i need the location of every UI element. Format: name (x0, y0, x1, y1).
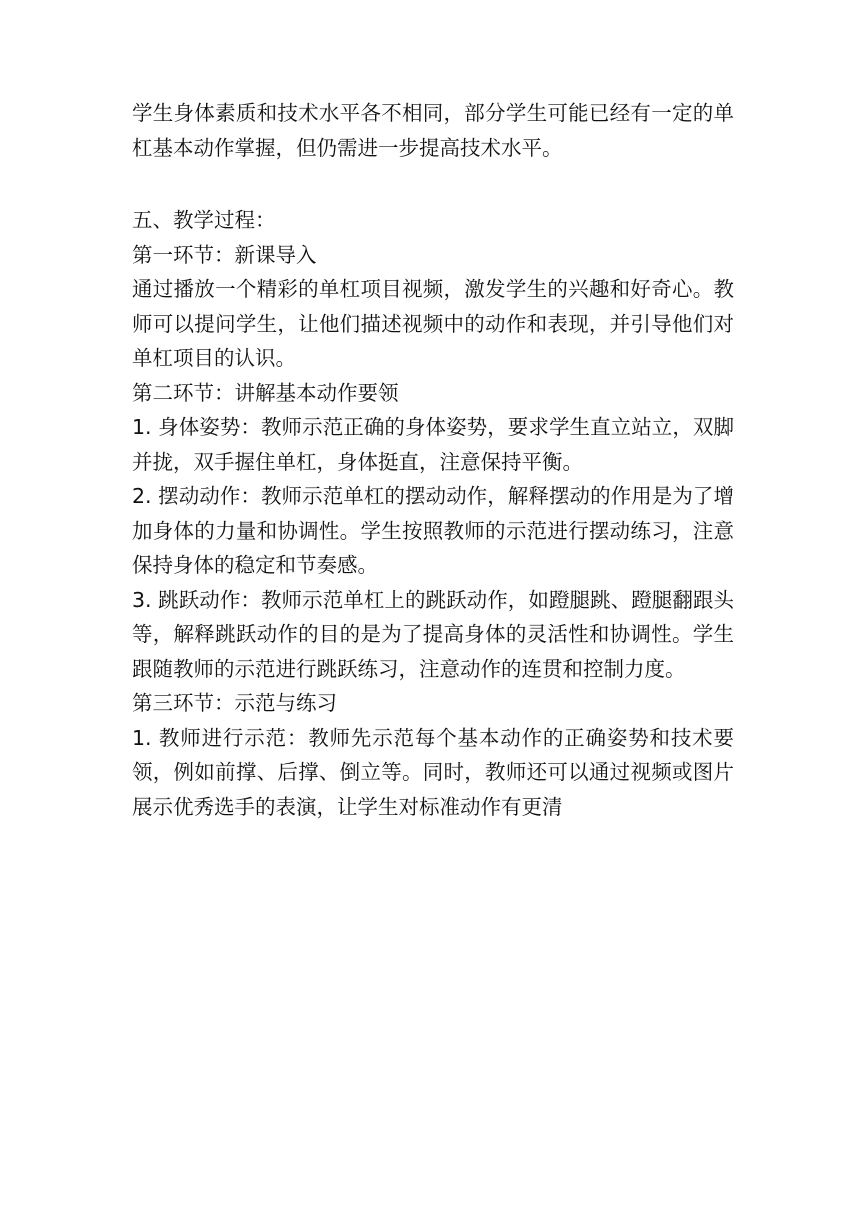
list-item-body-posture: 1. 身体姿势：教师示范正确的身体姿势，要求学生直立站立，双脚并拢，双手握住单杠，身体挺直，注意保持平衡。 (132, 415, 734, 474)
paragraph-gap (132, 165, 734, 203)
subheading-stage-2: 第二环节：讲解基本动作要领 (132, 380, 399, 405)
paragraph-student-ability: 学生身体素质和技术水平各不相同，部分学生可能已经有一定的单杠基本动作掌握，但仍需进一步提高技术水平。 (132, 101, 734, 160)
document-page (132, 96, 734, 824)
list-item-jump: 3. 跳跃动作：教师示范单杠上的跳跃动作，如蹬腿跳、蹬腿翻跟头等，解释跳跃动作的目的是为了提高身体的灵活性和协调性。学生跟随教师的示范进行跳跃练习，注意动作的连贯和控制力度。 (132, 587, 734, 681)
list-item-swing: 2. 摆动动作：教师示范单杠的摆动动作，解释摆动的作用是为了增加身体的力量和协调性。学生按照教师的示范进行摆动练习，注意保持身体的稳定和节奏感。 (132, 484, 734, 577)
subheading-stage-1: 第一环节：新课导入 (132, 242, 317, 267)
paragraph-intro-video: 通过播放一个精彩的单杠项目视频，激发学生的兴趣和好奇心。教师可以提问学生，让他们描述视频中的动作和表现，并引导他们对单杠项目的认识。 (132, 277, 734, 370)
section-heading-teaching-process: 五、教学过程： (132, 208, 276, 232)
subheading-stage-3: 第三环节：示范与练习 (132, 691, 337, 715)
list-item-demonstration: 1. 教师进行示范：教师先示范每个基本动作的正确姿势和技术要领，例如前撑、后撑、倒立等。同时，教师还可以通过视频或图片展示优秀选手的表演，让学生对标准动作有更清 (132, 725, 734, 819)
